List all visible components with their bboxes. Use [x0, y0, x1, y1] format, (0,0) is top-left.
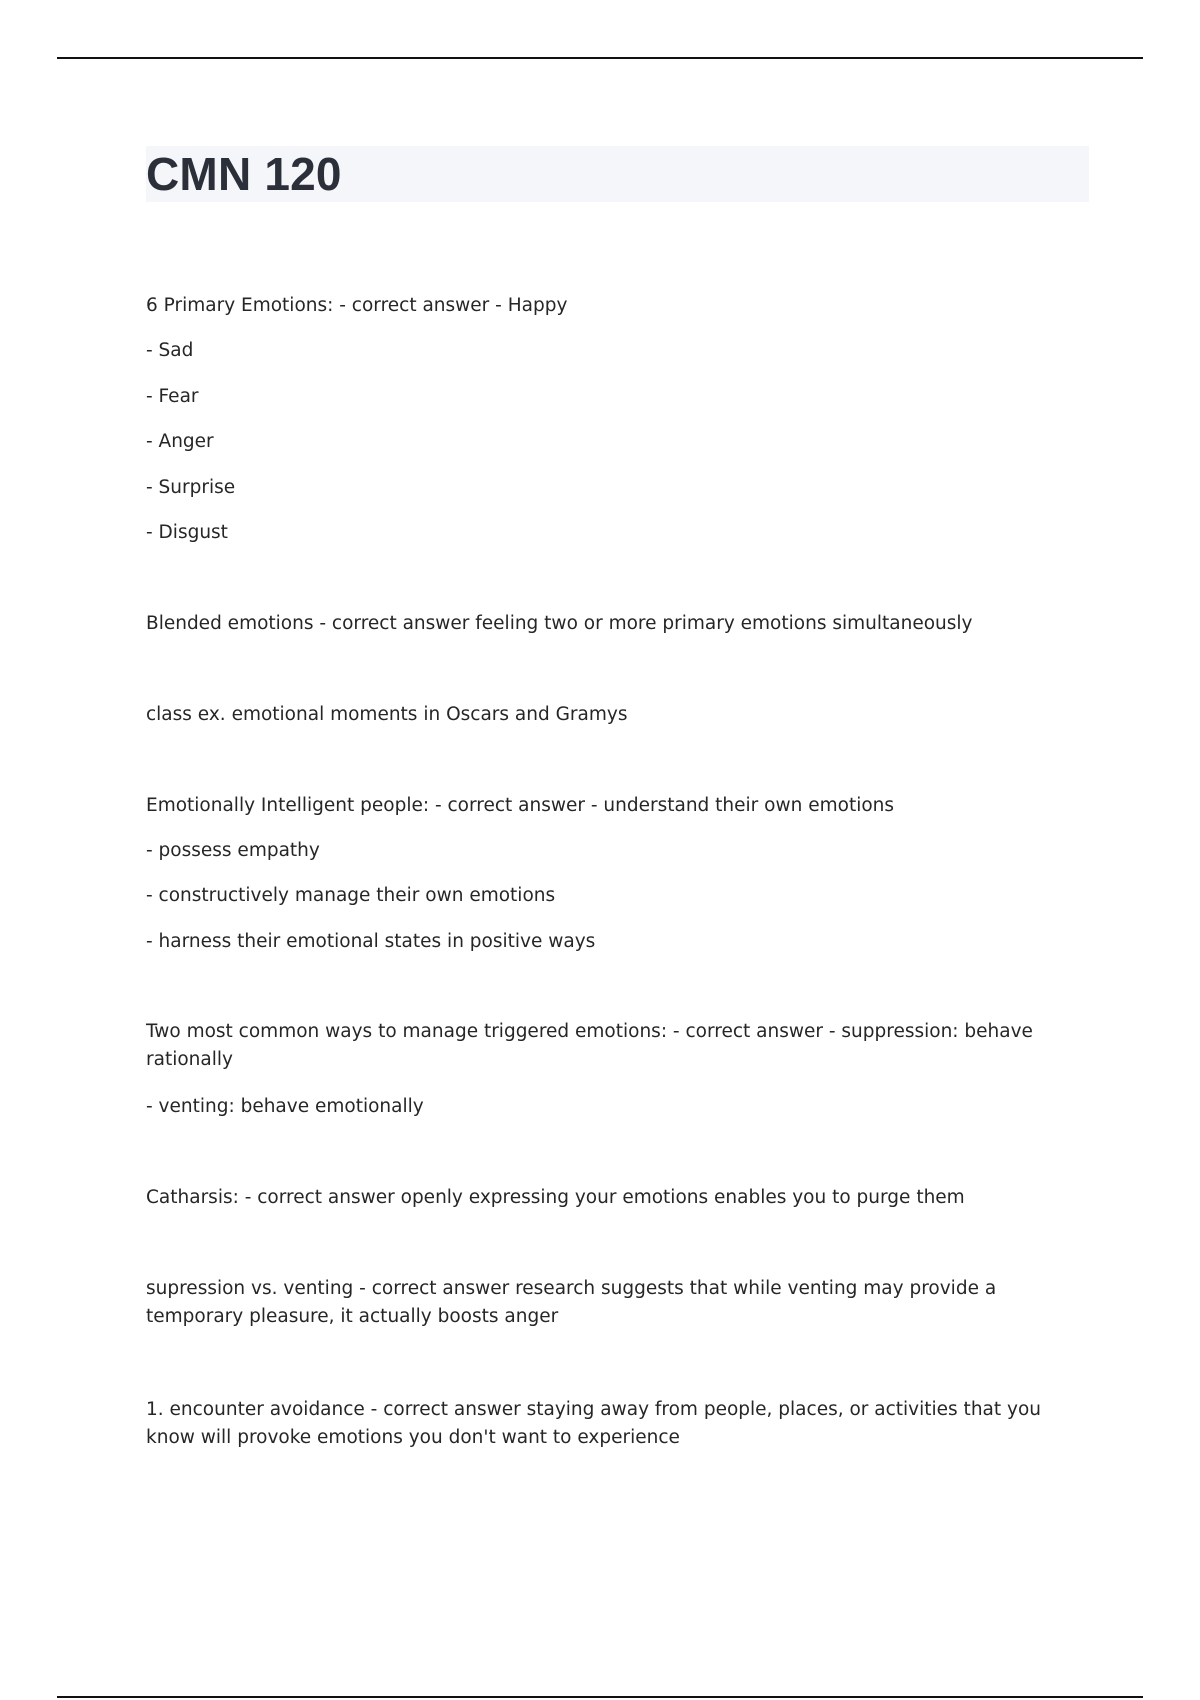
text-line: - Anger — [146, 431, 214, 452]
text-line: - venting: behave emotionally — [146, 1096, 424, 1117]
text-line: - possess empathy — [146, 840, 320, 861]
bottom-rule — [57, 1696, 1143, 1698]
text-line: class ex. emotional moments in Oscars and Gramys — [146, 704, 628, 725]
text-line: 1. encounter avoidance - correct answer staying away from people, places, or activities that you know will provoke emotions you don't want to experience — [146, 1399, 1042, 1448]
text-line: - Sad — [146, 340, 194, 361]
text-line: Two most common ways to manage triggered emotions: - correct answer - suppression: behave rationally — [146, 1021, 1033, 1070]
text-line: Catharsis: - correct answer openly expressing your emotions enables you to purge them — [146, 1187, 965, 1208]
text-line: Blended emotions - correct answer feeling two or more primary emotions simultaneously — [146, 613, 973, 634]
document-title: CMN 120 — [146, 148, 342, 200]
text-line: supression vs. venting - correct answer research suggests that while venting may provide a temporary pleasure, it actually boosts anger — [146, 1278, 997, 1327]
top-rule — [57, 57, 1143, 59]
text-line: - constructively manage their own emotions — [146, 885, 556, 906]
text-line: 6 Primary Emotions: - correct answer - Happy — [146, 295, 568, 316]
text-line: - Surprise — [146, 477, 236, 498]
text-line: Emotionally Intelligent people: - correct answer - understand their own emotions — [146, 795, 895, 816]
text-line: - harness their emotional states in positive ways — [146, 931, 596, 952]
text-line: - Disgust — [146, 522, 228, 543]
text-line: - Fear — [146, 386, 199, 407]
